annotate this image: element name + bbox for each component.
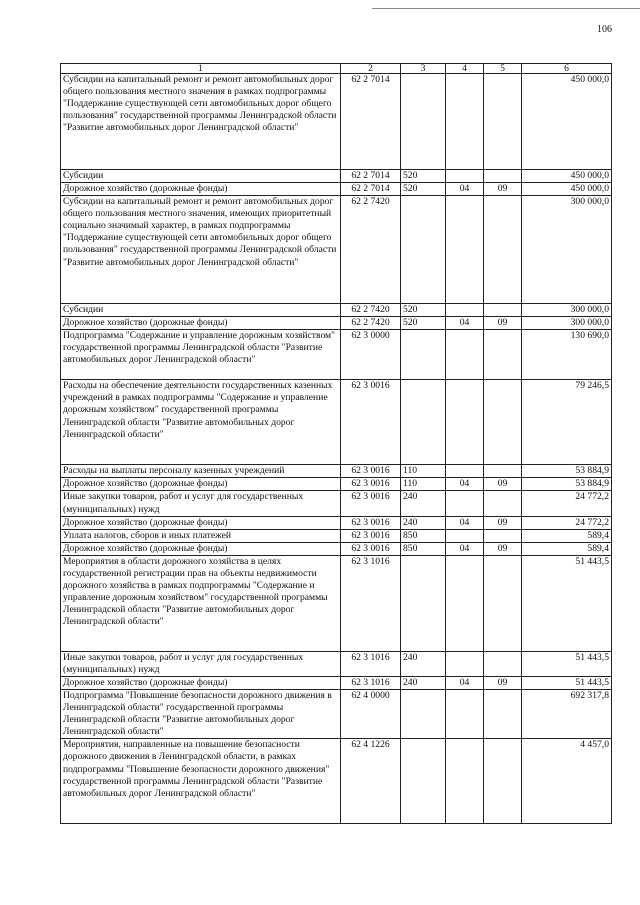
section-cell xyxy=(446,739,484,824)
section-cell xyxy=(446,330,484,380)
amount-cell: 450 000,0 xyxy=(522,74,612,170)
expense-type-cell: 520 xyxy=(401,317,446,330)
amount-cell: 53 884,9 xyxy=(522,465,612,478)
subsection-cell xyxy=(484,465,522,478)
expense-type-cell xyxy=(401,555,446,651)
target-code-cell: 62 4 0000 xyxy=(341,690,401,739)
expense-type-cell: 240 xyxy=(401,677,446,690)
table-row xyxy=(61,304,612,317)
target-code-cell: 62 3 1016 xyxy=(341,651,401,676)
item-name-cell: Дорожное хозяйство (дорожные фонды) xyxy=(61,478,341,491)
section-cell xyxy=(446,690,484,739)
item-name-cell: Дорожное хозяйство (дорожные фонды) xyxy=(61,677,341,690)
item-name-cell: Подпрограмма "Повышение безопасности дорожного движения в Ленинградской области" государственной программы Ленинградской области "Развитие автомобильных дорог Ленинградской области" xyxy=(61,690,341,739)
subsection-cell xyxy=(484,555,522,651)
target-code-cell: 62 2 7014 xyxy=(341,170,401,183)
section-cell: 04 xyxy=(446,516,484,529)
target-code-cell: 62 3 0016 xyxy=(341,542,401,555)
subsection-cell xyxy=(484,380,522,465)
item-name-cell: Субсидии на капитальный ремонт и ремонт автомобильных дорог общего пользования местного значения в рамках подпрограммы "Поддержание существующей сети автомобильных дорог общего пользования" государственной программы Ленинградской области "Развитие автомобильных дорог Ленинградской области" xyxy=(61,74,341,170)
item-name-cell: Субсидии xyxy=(61,304,341,317)
expense-type-cell: 110 xyxy=(401,478,446,491)
header-col-4: 4 xyxy=(446,64,484,74)
header-col-2: 2 xyxy=(341,64,401,74)
expense-type-cell xyxy=(401,196,446,304)
amount-cell: 300 000,0 xyxy=(522,196,612,304)
amount-cell: 51 443,5 xyxy=(522,677,612,690)
table-row xyxy=(61,317,612,330)
table-row xyxy=(61,542,612,555)
table-row xyxy=(61,465,612,478)
amount-cell: 130 690,0 xyxy=(522,330,612,380)
subsection-cell: 09 xyxy=(484,317,522,330)
target-code-cell: 62 3 1016 xyxy=(341,677,401,690)
expense-type-cell xyxy=(401,739,446,824)
section-cell xyxy=(446,529,484,542)
amount-cell: 24 772,2 xyxy=(522,491,612,516)
section-cell xyxy=(446,380,484,465)
amount-cell: 450 000,0 xyxy=(522,183,612,196)
item-name-cell: Уплата налогов, сборов и иных платежей xyxy=(61,529,341,542)
target-code-cell: 62 2 7014 xyxy=(341,74,401,170)
item-name-cell: Дорожное хозяйство (дорожные фонды) xyxy=(61,183,341,196)
section-cell xyxy=(446,651,484,676)
table-row xyxy=(61,330,612,380)
expense-type-cell: 520 xyxy=(401,183,446,196)
amount-cell: 4 457,0 xyxy=(522,739,612,824)
expense-type-cell: 240 xyxy=(401,491,446,516)
expense-type-cell: 240 xyxy=(401,651,446,676)
item-name-cell: Расходы на обеспечение деятельности государственных казенных учреждений в рамках подпрограммы "Содержание и управление дорожным хозяйством" государственной программы Ленинградской области "Развитие автомобильных дорог Ленинградской области" xyxy=(61,380,341,465)
subsection-cell xyxy=(484,651,522,676)
section-cell xyxy=(446,465,484,478)
target-code-cell: 62 3 0016 xyxy=(341,491,401,516)
expense-type-cell xyxy=(401,380,446,465)
subsection-cell xyxy=(484,170,522,183)
item-name-cell: Подпрограмма "Содержание и управление дорожным хозяйством" государственной программы Ленинградской области "Развитие автомобильных дорог Ленинградской области" xyxy=(61,330,341,380)
target-code-cell: 62 3 1016 xyxy=(341,555,401,651)
table-row xyxy=(61,651,612,676)
expense-type-cell xyxy=(401,330,446,380)
subsection-cell xyxy=(484,74,522,170)
header-col-3: 3 xyxy=(401,64,446,74)
subsection-cell: 09 xyxy=(484,677,522,690)
amount-cell: 53 884,9 xyxy=(522,478,612,491)
section-cell: 04 xyxy=(446,478,484,491)
amount-cell: 300 000,0 xyxy=(522,317,612,330)
table-row xyxy=(61,677,612,690)
target-code-cell: 62 3 0016 xyxy=(341,465,401,478)
table-row xyxy=(61,555,612,651)
table-row xyxy=(61,380,612,465)
subsection-cell xyxy=(484,304,522,317)
table-row xyxy=(61,739,612,824)
subsection-cell xyxy=(484,491,522,516)
subsection-cell: 09 xyxy=(484,542,522,555)
subsection-cell xyxy=(484,330,522,380)
target-code-cell: 62 2 7420 xyxy=(341,196,401,304)
target-code-cell: 62 3 0016 xyxy=(341,478,401,491)
table-row xyxy=(61,516,612,529)
expense-type-cell xyxy=(401,74,446,170)
subsection-cell: 09 xyxy=(484,183,522,196)
section-cell: 04 xyxy=(446,677,484,690)
amount-cell: 51 443,5 xyxy=(522,555,612,651)
expense-type-cell: 520 xyxy=(401,304,446,317)
top-rule xyxy=(372,8,640,9)
amount-cell: 589,4 xyxy=(522,542,612,555)
item-name-cell: Расходы на выплаты персоналу казенных учреждений xyxy=(61,465,341,478)
table-row xyxy=(61,196,612,304)
section-cell xyxy=(446,304,484,317)
table-row xyxy=(61,478,612,491)
table-row xyxy=(61,183,612,196)
amount-cell: 589,4 xyxy=(522,529,612,542)
target-code-cell: 62 2 7420 xyxy=(341,317,401,330)
section-cell: 04 xyxy=(446,542,484,555)
amount-cell: 79 246,5 xyxy=(522,380,612,465)
subsection-cell xyxy=(484,196,522,304)
item-name-cell: Иные закупки товаров, работ и услуг для государственных (муниципальных) нужд xyxy=(61,651,341,676)
subsection-cell: 09 xyxy=(484,516,522,529)
subsection-cell: 09 xyxy=(484,478,522,491)
item-name-cell: Дорожное хозяйство (дорожные фонды) xyxy=(61,516,341,529)
item-name-cell: Иные закупки товаров, работ и услуг для государственных (муниципальных) нужд xyxy=(61,491,341,516)
header-col-1: 1 xyxy=(61,64,341,74)
item-name-cell: Субсидии xyxy=(61,170,341,183)
target-code-cell: 62 4 1226 xyxy=(341,739,401,824)
table-row xyxy=(61,74,612,170)
target-code-cell: 62 3 0000 xyxy=(341,330,401,380)
section-cell xyxy=(446,555,484,651)
expense-type-cell: 240 xyxy=(401,516,446,529)
amount-cell: 300 000,0 xyxy=(522,304,612,317)
item-name-cell: Субсидии на капитальный ремонт и ремонт автомобильных дорог общего пользования местного значения, имеющих приоритетный социально значимый характер, в рамках подпрограммы "Поддержание существующей сети автомобильных дорог общего пользования" государственной программы Ленинградской области "Развитие автомобильных дорог Ленинградской области" xyxy=(61,196,341,304)
expense-type-cell xyxy=(401,690,446,739)
subsection-cell xyxy=(484,690,522,739)
table-row xyxy=(61,529,612,542)
amount-cell: 692 317,8 xyxy=(522,690,612,739)
header-col-6: 6 xyxy=(522,64,612,74)
section-cell xyxy=(446,170,484,183)
expense-type-cell: 850 xyxy=(401,542,446,555)
expense-type-cell: 110 xyxy=(401,465,446,478)
target-code-cell: 62 2 7014 xyxy=(341,183,401,196)
table-row xyxy=(61,491,612,516)
table-row xyxy=(61,690,612,739)
subsection-cell xyxy=(484,739,522,824)
item-name-cell: Мероприятия в области дорожного хозяйства в целях государственной регистрации прав на объекты недвижимости дорожного хозяйства в рамках подпрограммы "Содержание и управление дорожным хозяйством" государственной программы Ленинградской области "Развитие автомобильных дорог Ленинградской области" xyxy=(61,555,341,651)
section-cell: 04 xyxy=(446,317,484,330)
target-code-cell: 62 2 7420 xyxy=(341,304,401,317)
target-code-cell: 62 3 0016 xyxy=(341,380,401,465)
target-code-cell: 62 3 0016 xyxy=(341,516,401,529)
page-number: 106 xyxy=(597,24,612,35)
amount-cell: 450 000,0 xyxy=(522,170,612,183)
section-cell xyxy=(446,196,484,304)
header-col-5: 5 xyxy=(484,64,522,74)
amount-cell: 51 443,5 xyxy=(522,651,612,676)
item-name-cell: Дорожное хозяйство (дорожные фонды) xyxy=(61,317,341,330)
table-header-row xyxy=(61,64,612,74)
target-code-cell: 62 3 0016 xyxy=(341,529,401,542)
table-row xyxy=(61,170,612,183)
item-name-cell: Дорожное хозяйство (дорожные фонды) xyxy=(61,542,341,555)
section-cell: 04 xyxy=(446,183,484,196)
amount-cell: 24 772,2 xyxy=(522,516,612,529)
budget-table xyxy=(60,63,612,824)
expense-type-cell: 520 xyxy=(401,170,446,183)
section-cell xyxy=(446,491,484,516)
section-cell xyxy=(446,74,484,170)
expense-type-cell: 850 xyxy=(401,529,446,542)
item-name-cell: Мероприятия, направленные на повышение безопасности дорожного движения в Ленинградской области, в рамках подпрограммы "Повышение безопасности дорожного движения" государственной программы Ленинградской области "Развитие автомобильных дорог Ленинградской области" xyxy=(61,739,341,824)
subsection-cell xyxy=(484,529,522,542)
